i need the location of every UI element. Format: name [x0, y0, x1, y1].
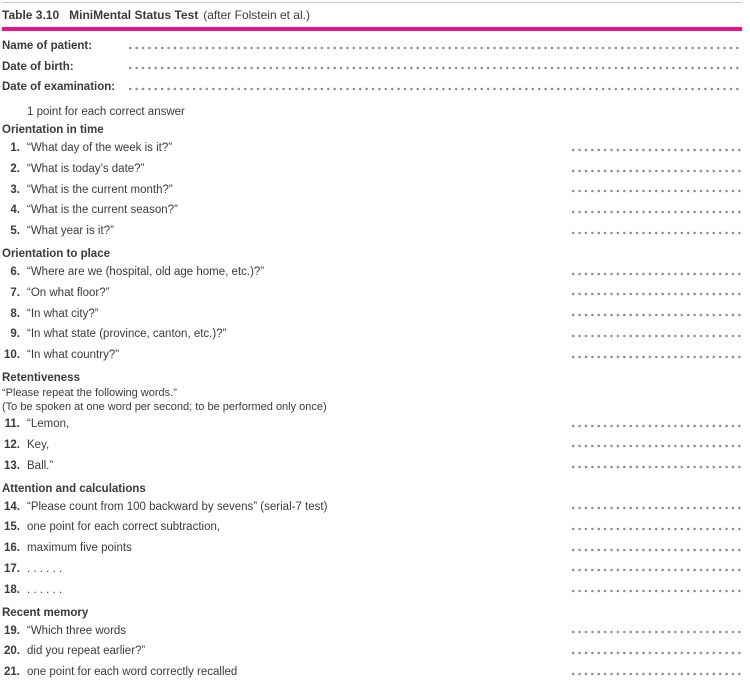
test-item-row — [2, 303, 742, 324]
test-item-row — [2, 414, 742, 435]
item-number: 3. — [10, 183, 20, 196]
item-number: 21. — [4, 666, 20, 679]
answer-dot-line — [570, 438, 742, 451]
section-heading: Orientation in time — [2, 124, 104, 137]
item-number: 1. — [10, 142, 20, 155]
answer-dot-line — [570, 666, 742, 679]
item-number: 7. — [10, 286, 20, 299]
item-text: one point for each correct subtraction, — [27, 521, 221, 534]
item-number: 9. — [10, 328, 20, 341]
item-text: “In what city?” — [27, 307, 99, 320]
field-row — [2, 57, 742, 78]
item-text: “Lemon, — [27, 418, 70, 431]
answer-dot-line — [570, 349, 742, 362]
table-title: MiniMental Status Test — [69, 8, 199, 22]
test-item-row — [2, 200, 742, 221]
item-number: 12. — [4, 438, 20, 451]
section-heading: Attention and calculations — [2, 482, 146, 495]
item-number: 10. — [4, 349, 20, 362]
item-number: 18. — [4, 583, 20, 596]
test-section — [2, 123, 742, 242]
answer-dot-line — [570, 459, 742, 472]
test-item-row — [2, 496, 742, 517]
section-subline: (To be spoken at one word per second; to be performed only once) — [2, 400, 327, 413]
dotted-fill-line — [127, 40, 742, 53]
item-text: “What is the current season?” — [27, 204, 178, 217]
item-text: “What year is it?” — [27, 225, 114, 238]
answer-dot-line — [570, 225, 742, 238]
item-text: “On what floor?” — [27, 286, 110, 299]
answer-dot-line — [570, 562, 742, 575]
test-item-row — [2, 138, 742, 159]
test-item-row — [2, 517, 742, 538]
magenta-rule — [2, 27, 742, 31]
test-item-row — [2, 662, 742, 683]
item-number: 19. — [4, 624, 20, 637]
item-number: 14. — [4, 500, 20, 513]
answer-dot-line — [570, 266, 742, 279]
test-section — [2, 246, 742, 365]
test-item-row — [2, 641, 742, 662]
field-label: Date of birth: — [2, 60, 74, 73]
item-number: 11. — [4, 418, 20, 431]
section-subline: “Please repeat the following words.” — [2, 386, 177, 399]
answer-dot-line — [570, 583, 742, 596]
test-item-row — [2, 179, 742, 200]
answer-dot-line — [570, 286, 742, 299]
answer-dot-line — [570, 142, 742, 155]
item-text: “In what state (province, canton, etc.)?” — [27, 328, 227, 341]
field-label: Date of examination: — [2, 81, 116, 94]
answer-dot-line — [570, 183, 742, 196]
item-text: “In what country?” — [27, 349, 120, 362]
table-number: Table 3.10 — [2, 8, 60, 22]
test-item-row — [2, 455, 742, 476]
item-text: “Where are we (hospital, old age home, etc.)?” — [27, 266, 265, 279]
item-number: 8. — [10, 307, 20, 320]
item-text: “What is today’s date?” — [27, 163, 145, 176]
item-text: “What is the current month?” — [27, 183, 173, 196]
answer-dot-line — [570, 418, 742, 431]
item-text: Key, — [27, 438, 50, 451]
item-number: 6. — [10, 266, 20, 279]
item-text: “Please count from 100 backward by sevens” (serial-7 test) — [27, 500, 328, 513]
item-number: 13. — [4, 459, 20, 472]
test-item-row — [2, 538, 742, 559]
item-number: 5. — [10, 225, 20, 238]
item-text: . . . . . . — [27, 562, 63, 575]
test-item-row — [2, 324, 742, 345]
patient-fields — [2, 36, 742, 98]
answer-dot-line — [570, 307, 742, 320]
item-text: did you repeat earlier?” — [27, 645, 146, 658]
field-row — [2, 77, 742, 98]
test-section — [2, 370, 742, 476]
item-number: 17. — [4, 562, 20, 575]
answer-dot-line — [570, 500, 742, 513]
answer-dot-line — [570, 328, 742, 341]
item-number: 15. — [4, 521, 20, 534]
field-label: Name of patient: — [2, 40, 93, 53]
item-text: maximum five points — [27, 542, 132, 555]
answer-dot-line — [570, 542, 742, 555]
answer-dot-line — [570, 163, 742, 176]
test-sections — [2, 123, 742, 683]
item-number: 2. — [10, 163, 20, 176]
dotted-fill-line — [127, 60, 742, 73]
answer-dot-line — [570, 521, 742, 534]
answer-dot-line — [570, 645, 742, 658]
item-text: Ball.” — [27, 459, 54, 472]
answer-dot-line — [570, 624, 742, 637]
test-item-row — [2, 435, 742, 456]
item-number: 4. — [10, 204, 20, 217]
table-caption — [2, 8, 742, 24]
test-item-row — [2, 579, 742, 600]
section-heading: Recent memory — [2, 606, 89, 619]
table-title-suffix: (after Folstein et al.) — [203, 8, 310, 22]
test-item-row — [2, 262, 742, 283]
dotted-fill-line — [127, 81, 742, 94]
section-heading: Retentiveness — [2, 372, 80, 385]
test-section — [2, 481, 742, 600]
item-text: “Which three words — [27, 624, 127, 637]
item-number: 20. — [4, 645, 20, 658]
test-item-row — [2, 620, 742, 641]
item-text: one point for each word correctly recalled — [27, 666, 238, 679]
item-text: “What day of the week is it?” — [27, 142, 173, 155]
test-item-row — [2, 283, 742, 304]
test-item-row — [2, 345, 742, 366]
item-number: 16. — [4, 542, 20, 555]
test-item-row — [2, 159, 742, 180]
section-heading: Orientation to place — [2, 248, 110, 261]
item-text: . . . . . . — [27, 583, 63, 596]
answer-dot-line — [570, 204, 742, 217]
field-row — [2, 36, 742, 57]
test-section — [2, 605, 742, 683]
scoring-note: 1 point for each correct answer — [27, 106, 185, 118]
top-hairline — [2, 2, 742, 3]
test-item-row — [2, 559, 742, 580]
test-item-row — [2, 221, 742, 242]
